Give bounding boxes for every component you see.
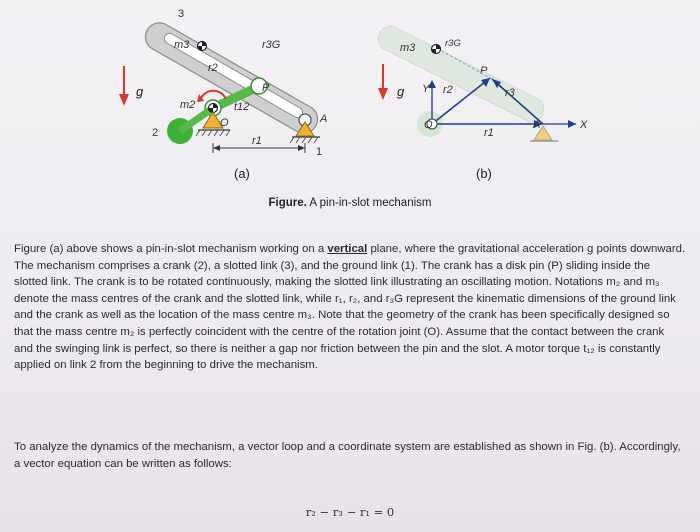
a-label-b: A (533, 119, 541, 131)
link2-number: 2 (152, 127, 159, 139)
gravity-arrow-b (378, 64, 388, 100)
a-label-a: A (320, 113, 328, 125)
m2-label-a: m2 (180, 99, 196, 111)
r3g-label-b: r3G (445, 38, 461, 49)
m3-center-marker-a (198, 42, 207, 51)
link1-number: 1 (316, 146, 323, 158)
panel-b (378, 26, 588, 181)
r3g-label-a: r3G (262, 39, 281, 51)
y-label: Y (422, 83, 430, 95)
m3-label-a: m3 (174, 39, 190, 51)
link3-number: 3 (178, 8, 185, 20)
r3-label-b: r3 (505, 87, 515, 99)
o-label-a: O (220, 117, 229, 129)
p-label-b: P (480, 65, 488, 77)
o-label-b: O (424, 119, 433, 131)
figure-caption (0, 197, 700, 209)
slotted-link-3 (145, 23, 317, 133)
vector-equation: r₂ − r₃ − r₁ = 0 (305, 505, 395, 519)
r1-label-a: r1 (252, 135, 262, 147)
description-paragraph (14, 241, 686, 374)
t12-label-a: t12 (234, 101, 250, 113)
g-label-b: g (397, 84, 405, 99)
x-label: X (580, 119, 588, 131)
panel-a-label: (a) (234, 166, 250, 181)
m3-center-marker-b (432, 45, 441, 54)
panel-b-label: (b) (476, 166, 492, 181)
x-axis (542, 120, 576, 128)
panel-a (119, 8, 327, 181)
g-label-a: g (136, 84, 144, 99)
figure-caption-text: A pin-in-slot mechanism (309, 197, 432, 209)
r2-label-b: r2 (443, 84, 453, 96)
m3-label-b: m3 (400, 42, 416, 54)
r2-label-a: r2 (208, 62, 218, 74)
p-label-a: P (262, 82, 270, 94)
r1-label-b: r1 (484, 127, 494, 139)
figure-caption-prefix: Figure. (268, 197, 307, 209)
mechanism-figure (0, 0, 700, 215)
gravity-arrow-a (119, 66, 129, 106)
paragraph1-part1: Figure (a) above shows a pin-in-slot mechanism working on a (14, 243, 328, 255)
paragraph1-emphasis: vertical (327, 243, 368, 255)
paragraph1-part2: plane, where the gravitational acceleration g points downward. The mechanism comprises a crank (2), a slotted link (3), and the ground link (1). The crank has a disk pin (P) sliding inside the slotted link. The crank is to be rotated continuously, making the slotted link illustrating an oscillating motion. Notations m₂ and m₃ denote the mass centres of the crank and the slotted link, while r₁, r₂, and r₃G represent the kinematic dimensions of the ground link and the crank as well as the location of the mass centre m₃. Note that the geometry of the crank has been specifically designed so that the mass centre m₂ is perfectly coincident with the centre of the rotation joint (O). Assume that the contact between the crank and the swinging link is perfect, so there is neither a gap nor friction between the pin and the slot. A motor torque t₁₂ is constantly applied on link 2 from the beginning to drive the mechanism. (14, 243, 686, 372)
analysis-paragraph: To analyze the dynamics of the mechanism, a vector loop and a coordinate system are established as shown in Fig. (b). Accordingly, a vector equation can be written as follows: (14, 441, 681, 470)
